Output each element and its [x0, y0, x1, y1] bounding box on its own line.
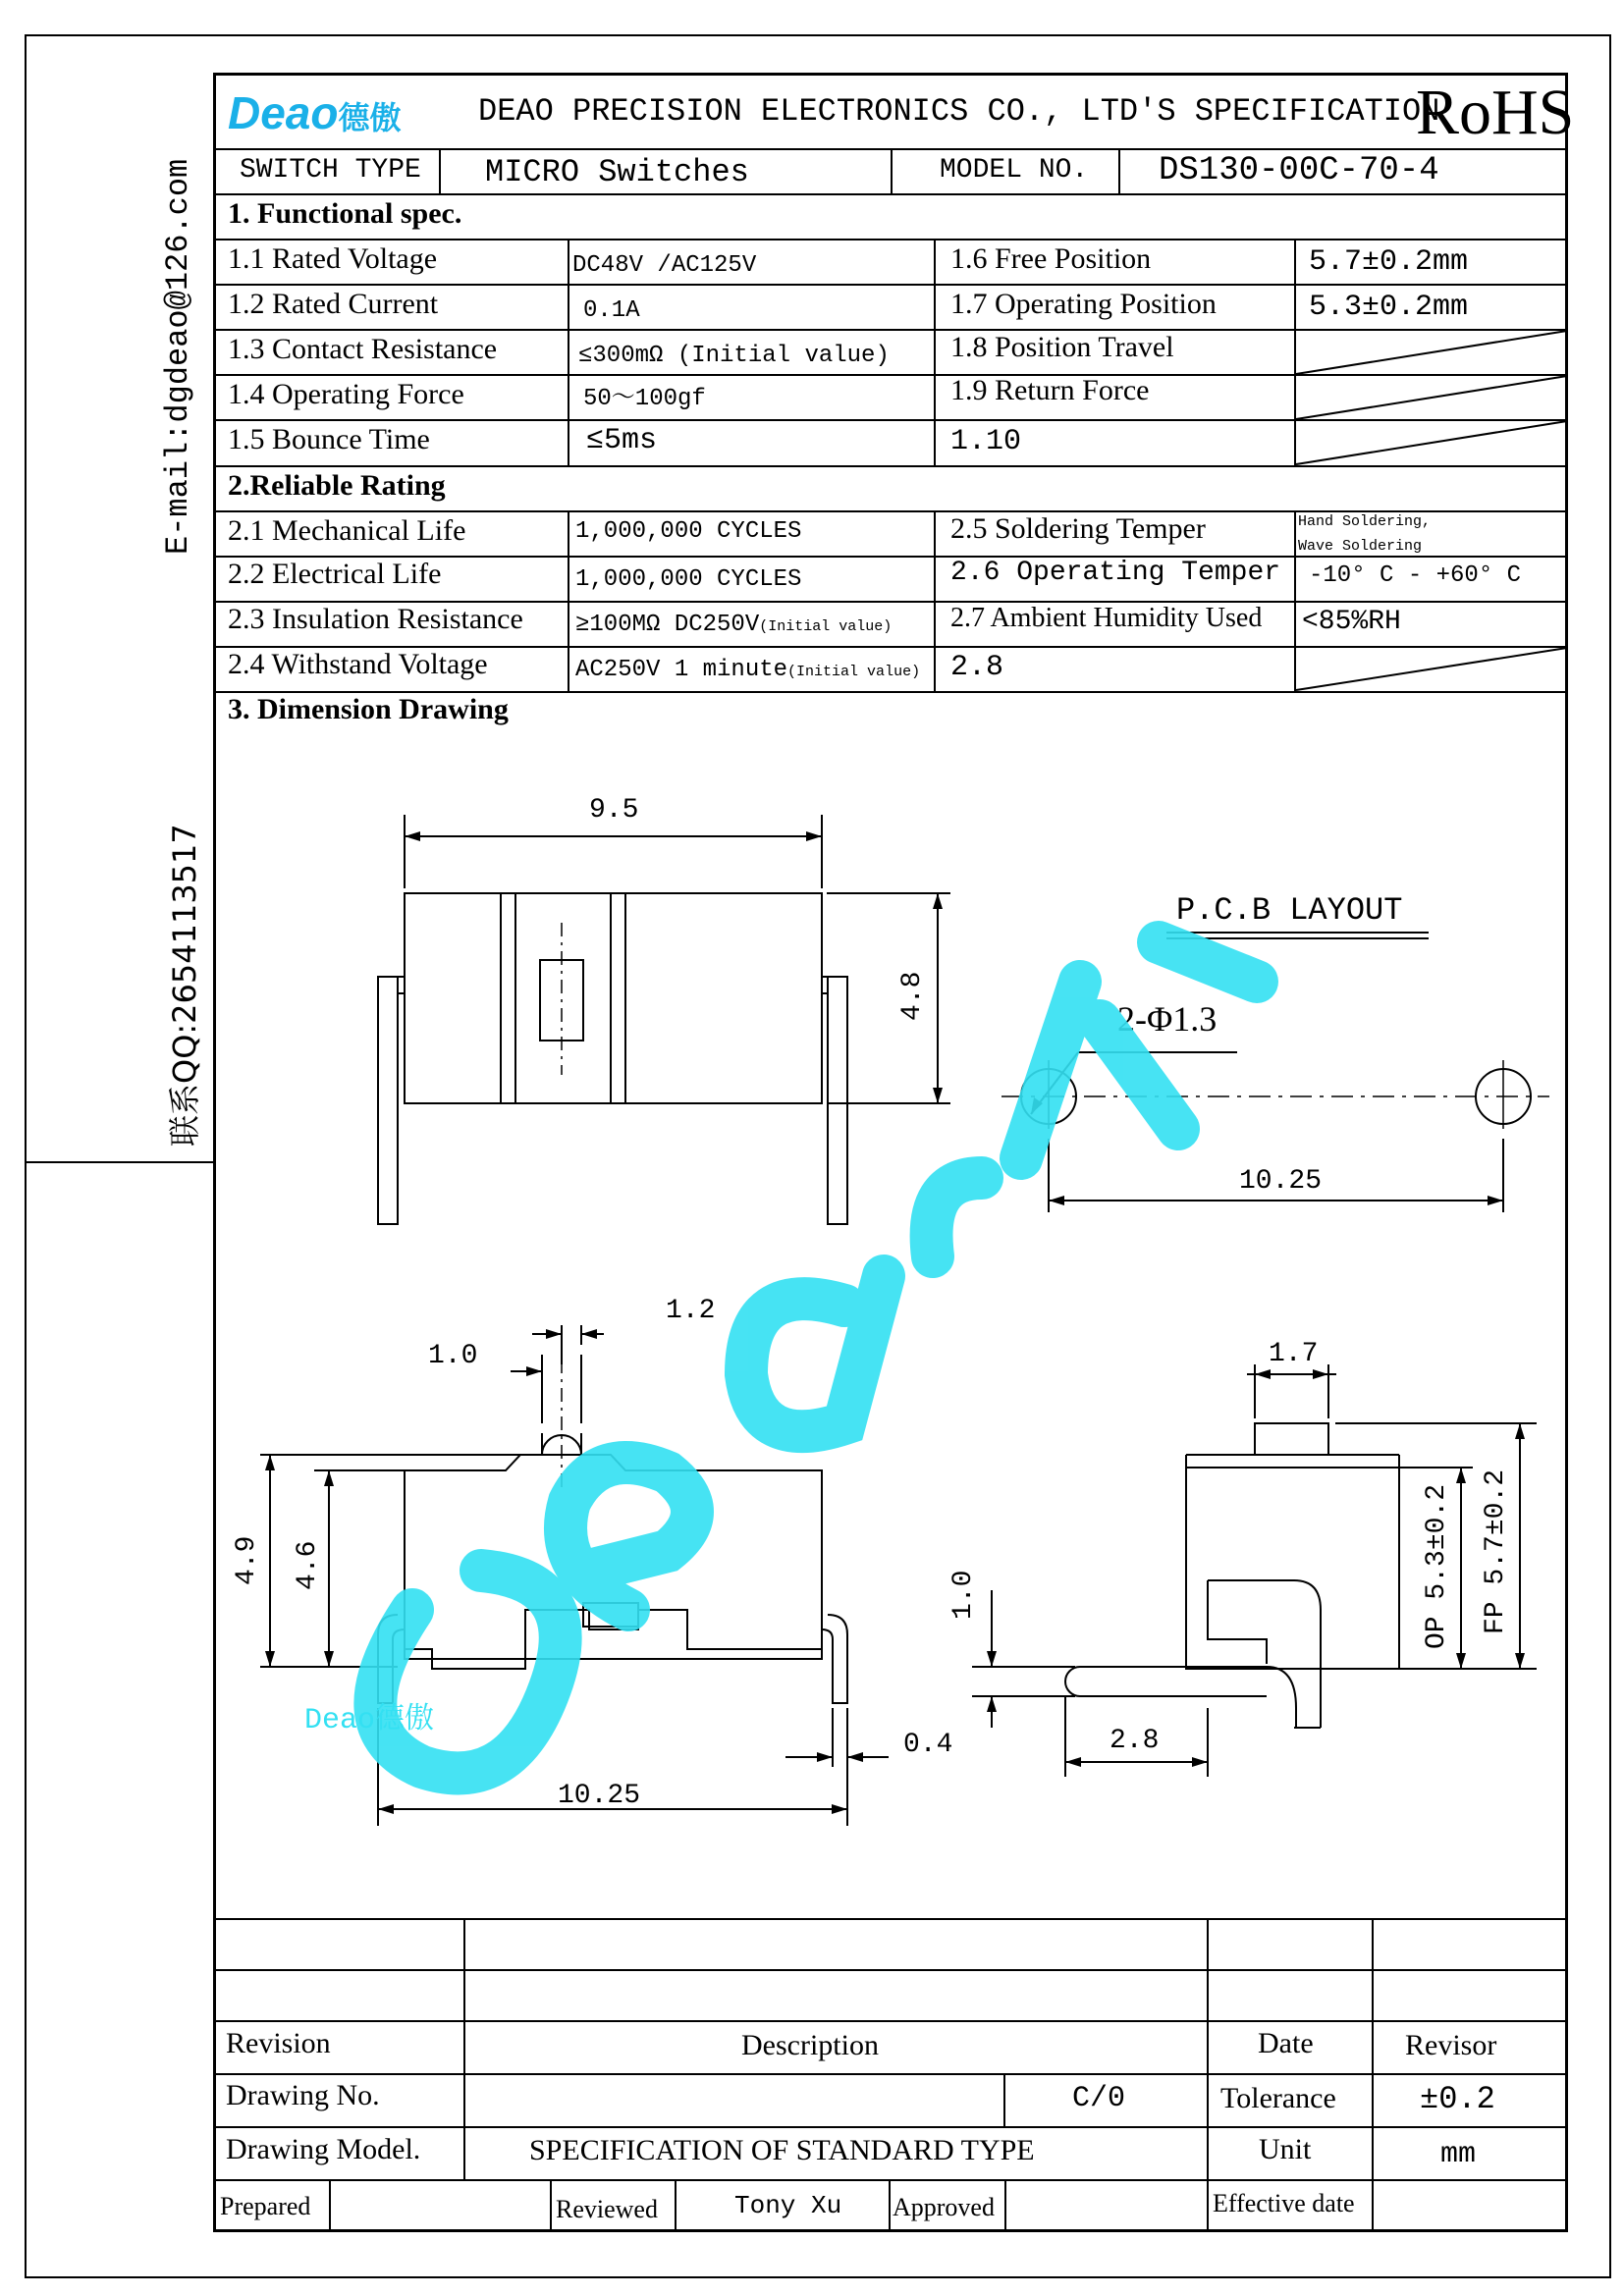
- switch-type-label: SWITCH TYPE: [240, 155, 421, 186]
- drawing-no-value: C/0: [1072, 2082, 1126, 2115]
- rating-label: 2.7 Ambient Humidity Used: [950, 603, 1263, 633]
- rating-label: 2.1 Mechanical Life: [228, 514, 466, 547]
- rating-label: 2.5 Soldering Temper: [950, 512, 1206, 545]
- spec-label: 1.5 Bounce Time: [228, 423, 430, 455]
- drawing-no-label: Drawing No.: [226, 2079, 380, 2111]
- dim-btn-offset: 1.0: [428, 1341, 478, 1371]
- spec-value: 5.3±0.2mm: [1309, 291, 1469, 324]
- drawing-model-value: SPECIFICATION OF STANDARD TYPE: [529, 2134, 1035, 2166]
- dim-op: OP 5.3±0.2: [1422, 1483, 1452, 1649]
- rating-value: Hand Soldering,: [1298, 513, 1432, 530]
- spec-label: 1.4 Operating Force: [228, 378, 464, 410]
- rating-label: 2.4 Withstand Voltage: [228, 648, 488, 680]
- spec-value: ≤300mΩ (Initial value): [578, 343, 890, 369]
- watermark-text: Deao德傲: [304, 1704, 435, 1737]
- spec-label: 1.3 Contact Resistance: [228, 333, 498, 365]
- reliable-heading: 2.Reliable Rating: [228, 469, 446, 502]
- spec-value: 50～100gf: [583, 386, 706, 412]
- reviewer-name: Tony Xu: [734, 2191, 842, 2220]
- effective-date-label: Effective date: [1213, 2189, 1355, 2217]
- company-title: DEAO PRECISION ELECTRONICS CO., LTD'S SPECIFICATION: [478, 93, 1440, 130]
- sidebar-qq: 联系QQ:2654113517: [166, 824, 203, 1147]
- sidebar-email: E-mail:dgdeao@126.com: [160, 158, 196, 555]
- rating-note: (Initial value): [787, 664, 921, 680]
- dim-side-btn: 1.7: [1269, 1339, 1319, 1369]
- description-label: Description: [741, 2029, 879, 2061]
- rating-label: 2.2 Electrical Life: [228, 558, 442, 590]
- drawing-model-label: Drawing Model.: [226, 2133, 421, 2165]
- spec-value: 5.7±0.2mm: [1309, 245, 1469, 279]
- spec-value: 0.1A: [583, 297, 640, 324]
- revisor-label: Revisor: [1405, 2029, 1497, 2061]
- spec-label: 1.8 Position Travel: [950, 331, 1174, 363]
- rohs-mark: RoHS: [1416, 77, 1575, 148]
- dim-front-h1: 4.9: [232, 1535, 262, 1585]
- model-value: DS130-00C-70-4: [1159, 152, 1439, 189]
- spec-label: 1.10: [950, 425, 1022, 458]
- switch-type-value: MICRO Switches: [485, 154, 749, 190]
- date-label: Date: [1258, 2027, 1314, 2059]
- tolerance-label: Tolerance: [1220, 2082, 1336, 2114]
- prepared-label: Prepared: [220, 2192, 311, 2220]
- pcb-layout-title: P.C.B LAYOUT: [1176, 892, 1403, 929]
- rating-value: Wave Soldering: [1298, 538, 1423, 555]
- dim-top-width: 9.5: [589, 795, 639, 826]
- rating-label: 2.3 Insulation Resistance: [228, 603, 523, 635]
- spec-value: DC48V /AC125V: [572, 252, 757, 279]
- spec-label: 1.7 Operating Position: [950, 288, 1217, 320]
- spec-label: 1.1 Rated Voltage: [228, 242, 438, 275]
- dim-side-lead-w: 2.8: [1110, 1726, 1160, 1756]
- approved-label: Approved: [893, 2193, 995, 2221]
- dim-pcb-spacing: 10.25: [1239, 1166, 1323, 1197]
- dim-front-h2: 4.6: [293, 1540, 323, 1590]
- functional-heading: 1. Functional spec.: [228, 197, 462, 230]
- unit-value: mm: [1440, 2138, 1477, 2171]
- drawing-heading: 3. Dimension Drawing: [228, 693, 509, 725]
- rating-value: 1,000,000 CYCLES: [575, 566, 802, 593]
- logo-cn: 德傲: [338, 100, 402, 135]
- rating-value: -10° C - +60° C: [1309, 562, 1522, 589]
- spec-value: ≤5ms: [586, 424, 658, 457]
- reviewed-label: Reviewed: [556, 2195, 658, 2223]
- rating-note: (Initial value): [759, 618, 893, 635]
- rating-value: 1,000,000 CYCLES: [575, 518, 802, 545]
- rating-label: 2.8: [950, 651, 1004, 684]
- dim-front-width: 10.25: [558, 1781, 641, 1811]
- spec-label: 1.2 Rated Current: [228, 288, 439, 320]
- dim-fp: FP 5.7±0.2: [1481, 1468, 1511, 1634]
- spec-label: 1.9 Return Force: [950, 374, 1150, 406]
- rating-main: ≥100MΩ DC250V: [575, 612, 760, 638]
- rating-main: AC250V 1 minute: [575, 657, 788, 683]
- tolerance-value: ±0.2: [1420, 2081, 1495, 2117]
- dim-side-lead-h: 1.0: [948, 1570, 979, 1620]
- rating-value: <85%RH: [1302, 607, 1401, 637]
- unit-label: Unit: [1259, 2133, 1312, 2165]
- logo-text: Deao: [228, 87, 339, 138]
- revision-label: Revision: [226, 2027, 331, 2059]
- pcb-hole-spec: 2-Φ1.3: [1117, 999, 1218, 1039]
- model-label: MODEL NO.: [940, 155, 1089, 186]
- dim-top-height: 4.8: [897, 971, 928, 1021]
- rating-label: 2.6 Operating Temper: [950, 558, 1281, 588]
- dim-lead-thick: 0.4: [903, 1730, 953, 1760]
- dim-btn-width: 1.2: [666, 1296, 716, 1326]
- spec-label: 1.6 Free Position: [950, 242, 1152, 275]
